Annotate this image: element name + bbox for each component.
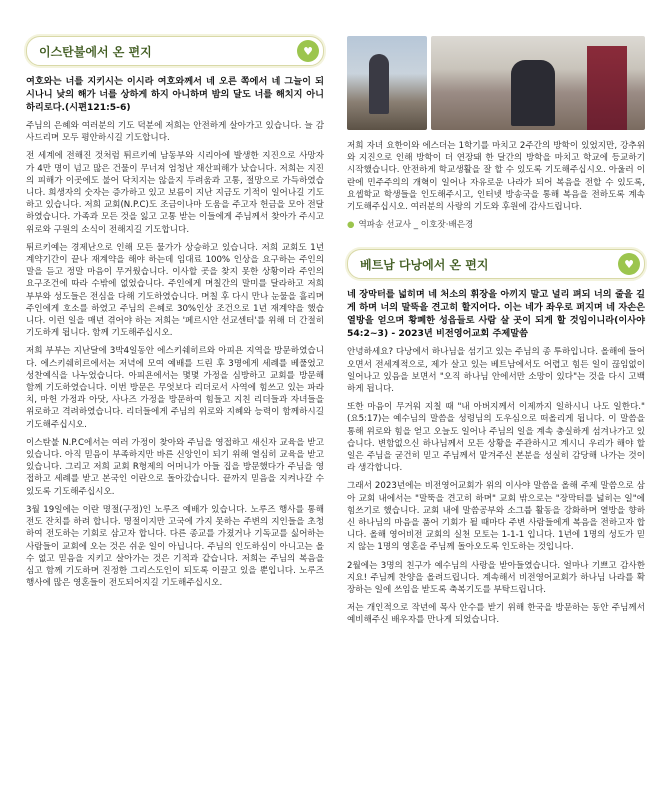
- istanbul-verse: 여호와는 너를 지키시는 이시라 여호와께서 네 오른 쪽에서 네 그늘이 되시나니 낮의 해가 너를 상하게 하지 아니하며 밤의 달도 너를 해치지 아니하리로다.(시편121:5-6): [26, 76, 324, 113]
- istanbul-paragraph: 저희 자녀 요한이와 에스더는 1학기를 마치고 2주간의 방학이 있었지만, 강추위와 지진으로 인해 방학이 더 연장돼 한 달간의 방학을 마치고 학교에 등교하기 시작했습니다. 안전하게 학교생활을 잘 할 수 있도록 기도해주십시오. 아울러 이란에 민주주의의 개혁이 일어나 자유로운 나라가 되어 복음을 전할 수 있도록, 요셉학교 학생들을 인도해주시고, 인터넷 방송국을 통해 복음을 전하도록 계속 기도해주십시오. 여러분의 사랑의 기도와 후원에 감사드립니다.: [347, 141, 645, 213]
- istanbul-signature: [347, 219, 645, 231]
- istanbul-paragraph: 저희 부부는 지난달에 3박4일동안 에스키쉐히르와 아피욘 지역을 방문하였습니다. 에스키쉐히르에서는 저녁에 모여 예배를 드린 후 3명에게 세례를 베풀었고 성찬예식을 나누었습니다. 아피욘에서는 몇몇 가정을 심방하고 교회를 방문해 함께 기도하였습니다. 이번 방문은 무엇보다 리더로서 사역에 힘쓰고 있는 파라치, 마헌 가정과 아닷, 사나즈 가정을 방문하여 힘들고 지친 리더들과 자녀들을 위로하고 격려하였습니다. 리더들에게 주님의 위로와 지혜와 능력이 함께하시길 기도해주십시오.: [26, 346, 324, 430]
- istanbul-paragraph: 전 세계에 전해진 것처럼 튀르키예 남동부와 시리아에 발생한 지진으로 사망자가 4만 명이 넘고 많은 건물이 무너져 엄청난 재산피해가 났습니다. 저희는 지진의 피해가 이곳에도 불어 닥치지는 않을지 두려움과 고통, 절망으로 가득하였습니다. 희생자의 숫자는 증가하고 있고 보름이 지난 지금도 기적이 일어나길 기도하고 있습니다. 저희 교회(N.P.C)도 조금이나마 도움을 주고자 헌금을 모아 전달하였습니다. 가족과 모든 것을 잃고 고통 받는 이들에게 주님께서 찾아가 주시고 위로와 구원의 소식이 전해지길 기도합니다.: [26, 151, 324, 235]
- leaf-icon: ●: [347, 220, 355, 231]
- istanbul-paragraph: 주님의 은혜와 여러분의 기도 덕분에 저희는 안전하게 살아가고 있습니다. 늘 감사드리며 모두 평안하시길 기도합니다.: [26, 121, 324, 144]
- danang-paragraph: 안녕하세요? 다낭에서 하나님을 섬기고 있는 주님의 종 투하입니다. 올해에 들어오면서 전세계적으로, 제가 살고 있는 베트남에서도 어렵고 힘든 일이 끊임없이 일어나고 있음을 보면서 "오직 하나님 안에서만 소망이 있다"는 것을 다시 고백하게 됩니다.: [347, 347, 645, 395]
- right-column: [347, 0, 645, 633]
- istanbul-paragraph: 튀르키예는 경제난으로 인해 모든 물가가 상승하고 있습니다. 저희 교회도 1년 계약기간이 끝나 재계약을 해야 하는데 임대료 100% 인상을 요구하는 주인의 말을 듣고 정말 마음이 무거웠습니다. 이사할 곳을 찾지 못한 상황이라 주인의 요구조건에 따라 수밖에 없었습니다. 주인에게 며칠간의 말미를 달라하고 저희 부부와 성도들은 전심을 다해 기도하였습니다. 며칠 후 다시 만나 눈물을 흘리며 주인에게 호소를 하였고 주님의 은혜로 30%인상 조건으로 1년 재계약을 했습니다. 이런 일을 매년 겪어야 하는 저희는 '페르시안 선교센터'를 위해 더 간절히 기도하게 됩니다. 함께 기도해주십시오.: [26, 242, 324, 339]
- istanbul-letter: [26, 0, 324, 595]
- signature-text: 역파송 선교사 _ 이호잣·배은경: [358, 220, 474, 231]
- danang-paragraph: 또한 마음이 무거워 지칠 때 "내 아버지께서 이제까지 일하시니 나도 일한다."(요5:17)는 예수님의 말씀을 성령님의 도우심으로 떠올리게 됩니다. 이 말씀을 통해 위로와 힘을 얻고 오늘도 일어나 주님의 일을 계속 충실하게 섬겨나가고 있습니다. 변함없으신 하나님께서 모든 상황을 주관하시고 계시니 우리가 해야 할 일은 주님을 굳건히 믿고 주님께서 맡겨주신 본분을 성실히 감당해 나가는 것이라 생각합니다.: [347, 402, 645, 474]
- istanbul-paragraph: 이스탄불 N.P.C에서는 여러 가정이 찾아와 주님을 영접하고 새신자 교육을 받고 있습니다. 아직 믿음이 부족하지만 바른 신앙인이 되기 위해 열심히 교육을 받고 있습니다. 그리고 저희 교회 R형제의 어머니가 아들 집을 방문했다가 주님을 영접하고 세례를 받고 본국인 이란으로 돌아갔습니다. 끝까지 믿음을 지켜나갈 수 있도록 기도해주십시오.: [26, 437, 324, 497]
- heart-icon: ♥: [297, 40, 319, 62]
- istanbul-header: [26, 36, 324, 66]
- istanbul-title: 이스탄불에서 온 편지: [39, 45, 152, 59]
- danang-paragraph: 저는 개인적으로 작년에 목사 안수를 받기 위해 한국을 방문하는 동안 주님께서 예비해주신 배우자를 만나게 되었습니다.: [347, 603, 645, 626]
- danang-verse: 네 장막터를 넓히며 네 처소의 휘장을 아끼지 말고 널리 펴되 너의 줄을 길게 하며 너의 말뚝을 견고히 할지어다. 이는 네가 좌우로 퍼지며 네 자손은 열방을 얻으며 황폐한 성읍들로 사람 살 곳이 되게 할 것임이니라(이사야 54:2~3) - 2023년 비전영어교회 주제말씀: [347, 289, 645, 340]
- heart-icon: ♥: [618, 253, 640, 275]
- danang-paragraph: 2월에는 3명의 친구가 예수님의 사랑을 받아들였습니다. 얼마나 기쁘고 감사한지요! 주님께 찬양을 올려드립니다. 계속해서 비전영어교회가 하나님 나라를 확장하는 일에 쓰임을 받도록 축복기도를 부탁드립니다.: [347, 560, 645, 596]
- photo-row: [347, 36, 645, 130]
- danang-title: 베트남 다낭에서 온 편지: [360, 258, 489, 273]
- danang-paragraph: 그래서 2023년에는 비전영어교회가 위의 이사야 말씀을 올해 주제 말씀으로 삼아 교회 내에서는 "말뚝을 견고히 하며" 교회 밖으로는 "장막터를 넓히는 일"에 힘쓰기로 했습니다. 교회 내에 말씀공부와 소그룹 활동을 강화하며 열방을 향하신 하나님의 마음을 품어 기회가 될 때마다 주변 사람들에게 복음을 전하고자 합니다. 올해 영어비전 교회의 실천 모토는 1-1-1 입니다. 1년에 1명의 성도가 믿지 않는 1명의 영혼을 주님께 돌아오도록 인도하는 것입니다.: [347, 481, 645, 553]
- photo-people: [347, 36, 427, 130]
- danang-header: [347, 249, 645, 279]
- istanbul-paragraph: 3월 19일에는 이란 명절(구정)인 노루즈 예배가 있습니다. 노루즈 행사를 통해 전도 잔치를 하려 합니다. 명절이지만 고국에 가지 못하는 주변의 지인들을 초청하여 전도하는 기회로 삼고자 합니다. 다른 종교를 가졌거나 기독교를 싫어하는 사람들이 교회에 오는 것은 쉬운 일이 아닙니다. 주님의 인도하심이 아니고는 올 수 없고 믿음을 지키고 살아가는 것은 기적과 같습니다. 저희는 주님의 복음을 심고 함께 기도하며 진정한 그리스도인이 되도록 이끌고 있을 뿐입니다. 노루즈 행사에 많은 영혼들이 전도되어지길 기도해주십시오.: [26, 504, 324, 589]
- photo-church-hall: [431, 36, 645, 130]
